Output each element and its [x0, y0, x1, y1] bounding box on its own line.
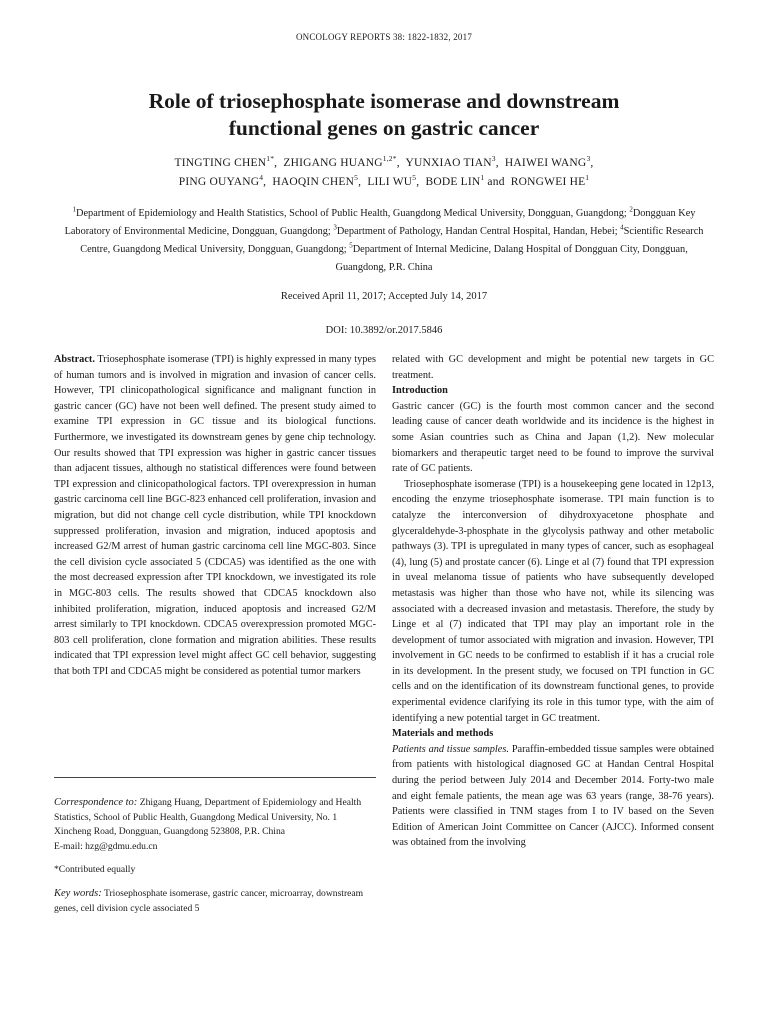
abstract-text: Triosephosphate isomerase (TPI) is highly expressed in many types of human tumors and is involved in migration and invasion of cancer cells. However, TPI clinicopathological significance and malignant function in gastric cancer (GC) have not been well defined. The present study aimed to examine TPI expression in GC tissue and its biological functions. Furthermore, we investigated its downstream genes by gene chip technology. Our results showed that TPI expression was higher in gastric cancer tissues than adjacent tissues, although no statistical differences were found between TPI expression and clinicopathological factors. TPI overexpression in human gastric carcinoma cell line BGC-823 enhanced cell proliferation, invasion and migration, but did not change cell cycle distribution, while TPI knockdown suppressed proliferation, invasion and migration, induced apoptosis and increased G2/M arrest of human gastric carcinoma cell line MGC-803. Since the cell division cycle associated 5 (CDCA5) was identified as the one with the most decreased expression after TPI knockdown, we investigated its role in MGC-803 cells. The results showed that CDCA5 knockdown also inhibited proliferation, migration, induced apoptosis and increased G2/M arrest similarly to TPI knockdown. CDCA5 overexpression promoted MGC-803 cell proliferation, clone formation and migration abilities. These results indicated that TPI expression level might affect GC cell behavior, suggesting that both TPI and CDCA5 might be considered as potential tumor markers: [54, 354, 376, 677]
introduction-paragraph: Gastric cancer (GC) is the fourth most common cancer and the second leading cause of cancer death worldwide and its incidence is the highest in some Asian countries such as China and Japan (1,2). New molecular biomarkers and therapeutic target need to be found to improve the survival rate of GC patients.: [392, 400, 714, 475]
affiliation-text: Department of Epidemiology and Health Statistics, School of Public Health, Guangdong Medical University, Dongguan, Guangdong;: [76, 208, 630, 219]
title-line-1: Role of triosephosphate isomerase and downstream: [148, 89, 620, 113]
author-sup: 5: [412, 173, 417, 183]
author-name: BODE LIN: [425, 176, 481, 188]
footnotes: [54, 796, 376, 916]
author-name: TINGTING CHEN: [174, 157, 267, 169]
affiliation-text: Dongguan Key Laboratory of Environmental Medicine, Dongguan, Guangdong;: [64, 208, 696, 237]
affiliation-text: Department of Pathology, Handan Central Hospital, Handan, Hebei;: [336, 226, 621, 237]
author-sup: 5: [354, 173, 359, 183]
abstract-continuation: related with GC development and might be potential new targets in GC treatment.: [392, 354, 714, 381]
doi: DOI: 10.3892/or.2017.5846: [325, 325, 443, 336]
author-sup: 4: [259, 173, 264, 183]
author-name: ZHIGANG HUANG: [283, 157, 383, 169]
author-sup: 3: [586, 154, 591, 164]
author-name: YUNXIAO TIAN: [405, 157, 492, 169]
author-sup: 1: [480, 173, 485, 183]
author-sup: 1,2*: [382, 154, 397, 164]
right-column: [392, 352, 714, 851]
author-name: HAOQIN CHEN: [272, 176, 355, 188]
correspondence-label: Correspondence to:: [54, 797, 138, 808]
affiliations: [62, 205, 706, 277]
author-line-1: TINGTING $CHEN^{1*}$, ZHIGANG $HUANG^{1,2*}$, YUNXIAO TIAN$^3$, HAIWEI WANG$^3$,: [174, 154, 594, 169]
abstract-label: Abstract.: [54, 354, 95, 365]
paper-title: [60, 88, 708, 142]
introduction-heading: Introduction: [392, 385, 448, 397]
affiliation-num: 1: [72, 205, 77, 214]
author-name: HAIWEI WANG: [504, 157, 587, 169]
affiliation-num: 5: [349, 241, 353, 250]
affiliation-num: 2: [629, 205, 633, 214]
keywords-label: Key words:: [54, 887, 102, 899]
author-name: RONGWEI HE: [510, 176, 586, 188]
author-sup: 3: [491, 154, 496, 164]
abstract: [54, 352, 376, 679]
author-sup: 1*: [266, 154, 275, 164]
introduction-paragraph: Triosephosphate isomerase (TPI) is a housekeeping gene located in 12p13, encoding the enzyme triosephosphate isomerase. TPI main function is to catalyze the interconversion of dihydroxyacetone phosphate and glyceraldehyde-3-phosphate in the glycolysis pathway and other metabolic pathways (3). TPI is upregulated in many types of cancer, such as esophageal (4), lung (5) and prostate cancer (6). Linge et al (7) found that TPI expression in uveal melanoma tissue of patients who have subsequently developed metastasis was higher than those who have not, while its silencing was associated with a decreased invasion and metastasis. Therefore, the study by Linge et al (7) indicated that TPI may play an important role in the development of tumor associated with migration and invasion. However, TPI involvement in GC needs to be confirmed to establish if it has a crucial role in its development. In the present study, we focused on TPI function in GC cells and on the identification of its downstream functional genes, to provide experimental evidence clarifying its role in this tumor type, with the aim of identifying a new potential target in GC treatment.: [392, 478, 714, 724]
correspondence: [54, 796, 376, 840]
affiliation-text: Department of Internal Medicine, Dalang Hospital of Dongguan City, Dongguan, Guangdong, P.R. China: [335, 244, 688, 273]
footnote-divider: [54, 777, 376, 778]
author-name: PING OUYANG: [178, 176, 260, 188]
left-column: [54, 352, 376, 679]
author-line-2: PING OUYANG$^4$, HAOQIN CHEN$^5$, LILI $WU^5$, BODE LIN$^1$ and RONGWEI $HE^1$: [178, 173, 590, 188]
author-sup: 1: [585, 173, 590, 183]
correspondence-email: E-mail: hzg@gdmu.edu.cn: [54, 840, 158, 852]
contributed-equally: *Contributed equally: [54, 864, 136, 876]
affiliation-num: 3: [333, 223, 337, 232]
methods-text: Paraffin-embedded tissue samples were obtained from patients with histological diagnosed GC at Handan Central Hospital during the period between July 2014 and December 2014. Forty-two male and eight female patients, the mean age was 63 years (range, 38-76 years). Patients were classified in TNM stages from I to IV based on the Seven Edition of American Joint Committee on Cancer (AJCC). Informed consent was obtained from the involving: [392, 743, 715, 849]
keywords-text: Triosephosphate isomerase, gastric cancer, microarray, downstream genes, cell division cycle associated 5: [54, 887, 364, 914]
running-head: ONCOLOGY REPORTS 38: 1822-1832, 2017: [295, 32, 473, 42]
keywords: [54, 887, 376, 916]
methods-heading: Materials and methods: [392, 728, 494, 740]
received-accepted-dates: Received April 11, 2017; Accepted July 14, 2017: [280, 291, 488, 302]
affiliation-text: Scientific Research Centre, Guangdong Medical University, Dongguan, Guangdong;: [80, 226, 704, 255]
methods-paragraph: [392, 742, 714, 851]
methods-subheading: Patients and tissue samples.: [392, 743, 509, 755]
correspondence-text: Zhigang Huang, Department of Epidemiology and Health Statistics, School of Public Health, Guangdong Medical University, No. 1 Xincheng Road, Dongguan, Guangdong 523808, P.R. China: [54, 797, 362, 838]
author-list: [60, 154, 708, 192]
affiliation-num: 4: [620, 223, 624, 232]
title-line-2: functional genes on gastric cancer: [228, 116, 540, 140]
author-name: LILI WU: [367, 176, 413, 188]
